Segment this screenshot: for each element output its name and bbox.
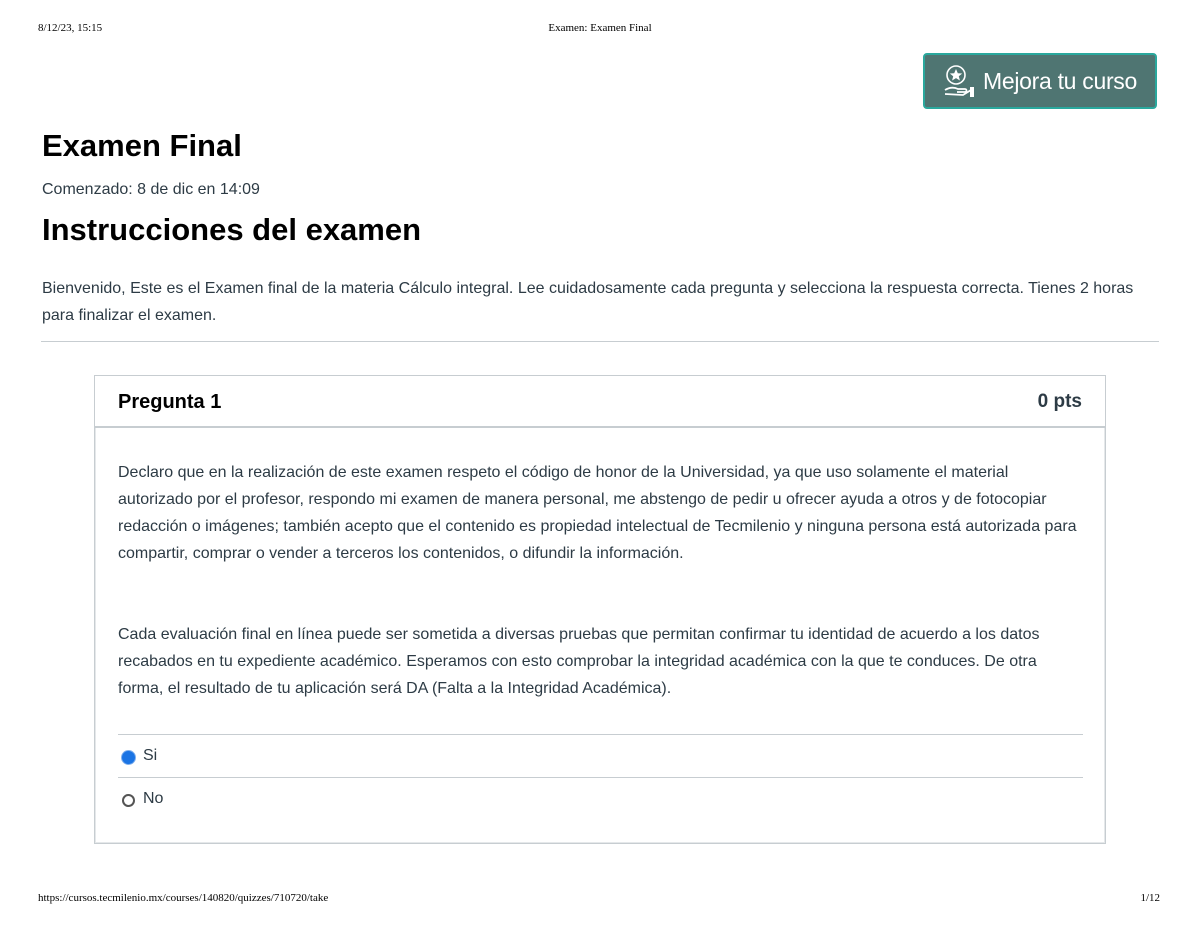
instructions-title: Instrucciones del examen — [42, 212, 422, 247]
answer-label: Si — [143, 747, 158, 764]
question-card — [94, 375, 1106, 844]
improve-course-label: Mejora tu curso — [982, 67, 1137, 94]
answer-label: No — [143, 790, 164, 807]
question-paragraph: Declaro que en la realización de este examen respeto el código de honor de la Universidad, ya que uso solamente el material autorizado por el profesor, respondo mi examen de manera personal, me abstengo de pedir u ofrecer ayuda a otros y de fotocopiar redacción o imágenes; también acepto que el contenido es propiedad intelectual de Tecmilenio y ninguna persona está autorizada para compartir, comprar o vender a terceros los contenidos, o difundir la información. — [118, 464, 1077, 562]
exam-title: Examen Final — [42, 128, 242, 163]
print-title: Examen: Examen Final — [548, 22, 652, 34]
question-header — [95, 376, 1105, 428]
print-page-number: 1/12 — [1140, 892, 1160, 904]
improve-course-button[interactable] — [923, 53, 1157, 109]
question-points: 0 pts — [1037, 391, 1082, 412]
print-url: https://cursos.tecmilenio.mx/courses/140820/quizzes/710720/take — [38, 892, 329, 904]
answer-option-si[interactable] — [118, 734, 1083, 777]
instructions-text: Bienvenido, Este es el Examen final de la materia Cálculo integral. Lee cuidadosamente cada pregunta y selecciona la respuesta correcta. Tienes 2 horas para finalizar el examen. — [42, 280, 1134, 324]
print-header — [0, 22, 1200, 36]
started-timestamp: Comenzado: 8 de dic en 14:09 — [42, 181, 260, 198]
radio-selected-icon[interactable] — [122, 751, 135, 764]
answer-option-no[interactable] — [118, 777, 1083, 820]
answer-list — [118, 734, 1083, 820]
print-footer — [0, 892, 1200, 906]
radio-unselected-icon[interactable] — [122, 794, 135, 807]
star-hand-icon — [943, 64, 975, 98]
question-text — [118, 459, 1083, 702]
print-date: 8/12/23, 15:15 — [38, 22, 103, 34]
question-name: Pregunta 1 — [118, 391, 222, 413]
divider — [41, 341, 1159, 342]
question-paragraph: Cada evaluación final en línea puede ser sometida a diversas pruebas que permitan confirmar tu identidad de acuerdo a los datos recabados en tu expediente académico. Esperamos con esto comprobar la integridad académica con la que te conduces. De otra forma, el resultado de tu aplicación será DA (Falta a la Integridad Académica). — [118, 626, 1040, 697]
